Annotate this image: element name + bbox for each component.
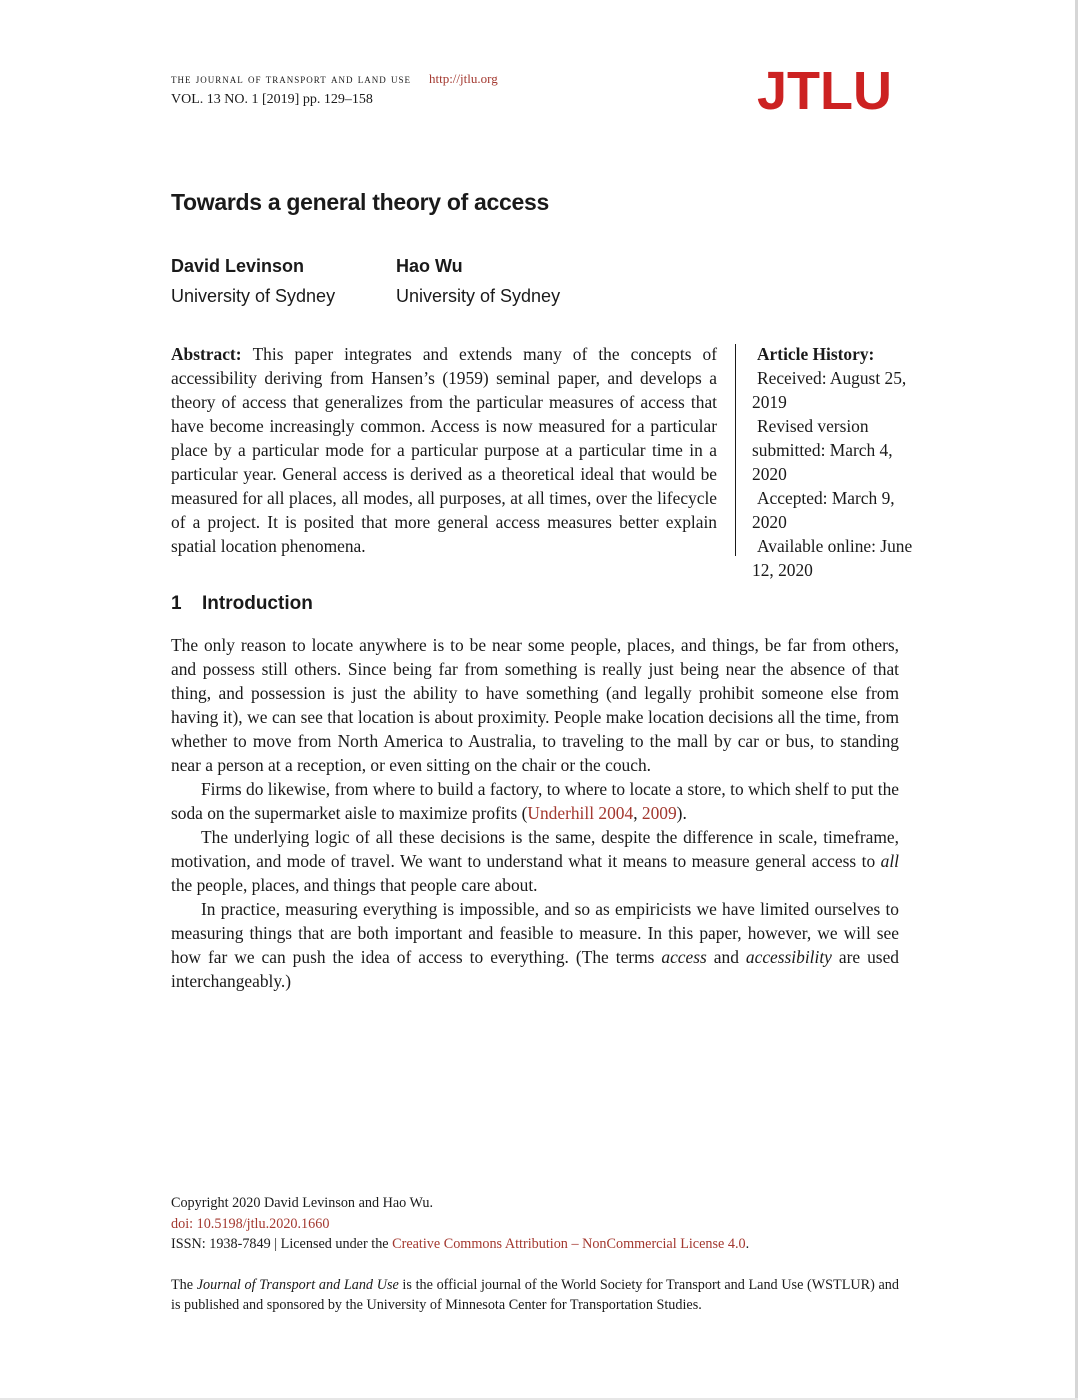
- section-number: 1: [171, 593, 182, 614]
- author-name: Hao Wu: [396, 256, 463, 276]
- abstract-label: Abstract:: [171, 344, 242, 364]
- journal-title-emphasis: Journal of Transport and Land Use: [196, 1276, 399, 1293]
- author-affiliation: University of Sydney: [171, 286, 336, 306]
- author-block: [171, 252, 335, 312]
- license-link[interactable]: Creative Commons Attribution – NonCommercial License 4.0: [392, 1236, 746, 1252]
- abstract: [171, 342, 717, 558]
- history-divider: [735, 344, 736, 556]
- citation-link[interactable]: 2009: [641, 803, 677, 823]
- article-history: [752, 342, 922, 582]
- body-text: [171, 633, 899, 993]
- abstract-text: This paper integrates and extends many of the concepts of accessibility deriving from Hansen’s (1959) seminal paper, and develops a theory of access that generalizes from the particular measures of access that have become increasingly common. Access is now measured for a particular place by a particular mode for a particular purpose at a particular time in a particular year. General access is derived as a theoretical ideal that would be measured for all places, all modes, all purposes, at all times, over the lifecycle of a project. It is posited that more general access measures better explain spatial location phenomena.: [171, 344, 717, 556]
- history-online: Available online: June 12, 2020: [752, 536, 913, 580]
- paragraph: Firms do likewise, from where to build a factory, to where to locate a store, to which shelf to put the soda on the supermarket aisle to maximize profits (Underhill 2004, 2009).: [171, 779, 899, 823]
- emphasis: all: [880, 851, 899, 871]
- author-name: David Levinson: [171, 256, 305, 276]
- journal-name: the journal of transport and land use: [171, 71, 411, 86]
- footer: [171, 1193, 899, 1316]
- issn-line: ISSN: 1938-7849 | Licensed under the Creative Commons Attribution – NonCommercial License 4.0.: [171, 1236, 750, 1252]
- paper-title: Towards a general theory of access: [171, 189, 549, 215]
- history-accepted: Accepted: March 9, 2020: [752, 488, 895, 532]
- copyright: Copyright 2020 David Levinson and Hao Wu.: [171, 1195, 433, 1211]
- section-heading: [171, 589, 313, 619]
- citation-link[interactable]: Underhill 2004: [527, 803, 634, 823]
- doi-link[interactable]: doi: 10.5198/jtlu.2020.1660: [171, 1215, 330, 1232]
- journal-note: The Journal of Transport and Land Use is the official journal of the World Society for Transport and Land Use (WSTLUR) and is published and sponsored by the University of Minnesota Center for Transportation Studies.: [171, 1276, 899, 1313]
- paragraph: In practice, measuring everything is impossible, and so as empiricists we have limited ourselves to measuring things that are both important and feasible to measure. In this paper, however, we will see how far we can push the idea of access to everything. (The terms access and accessibility are used interchangeably.): [171, 899, 899, 991]
- paragraph: The only reason to locate anywhere is to be near some people, places, and things, be far from others, and possess still others. Since being far from something is really just being near the absence of that thing, and possession is just the ability to have something (and legally prohibit someone else from having it), we can see that location is about proximity. People make location decisions all the time, from whether to move from North America to Australia, to traveling to the mall by car or bus, to standing near a person at a reception, or even sitting on the chair or the couch.: [171, 635, 899, 775]
- emphasis: access: [661, 947, 707, 967]
- author-block: [396, 252, 560, 312]
- emphasis: accessibility: [745, 947, 832, 967]
- journal-url-link[interactable]: http://jtlu.org: [428, 71, 498, 86]
- author-affiliation: University of Sydney: [396, 286, 561, 306]
- history-revised: Revised version submitted: March 4, 2020: [752, 416, 893, 484]
- jtlu-logo: JTLU: [757, 61, 892, 121]
- paragraph: The underlying logic of all these decisions is the same, despite the difference in scale, timeframe, motivation, and mode of travel. We want to understand what it means to measure general access to all the people, places, and things that people care about.: [171, 827, 899, 895]
- journal-header: [171, 68, 498, 110]
- history-title: Article History:: [757, 344, 875, 364]
- volume-info: VOL. 13 NO. 1 [2019] pp. 129–158: [171, 92, 373, 107]
- section-title: Introduction: [202, 593, 313, 614]
- history-received: Received: August 25, 2019: [752, 368, 907, 412]
